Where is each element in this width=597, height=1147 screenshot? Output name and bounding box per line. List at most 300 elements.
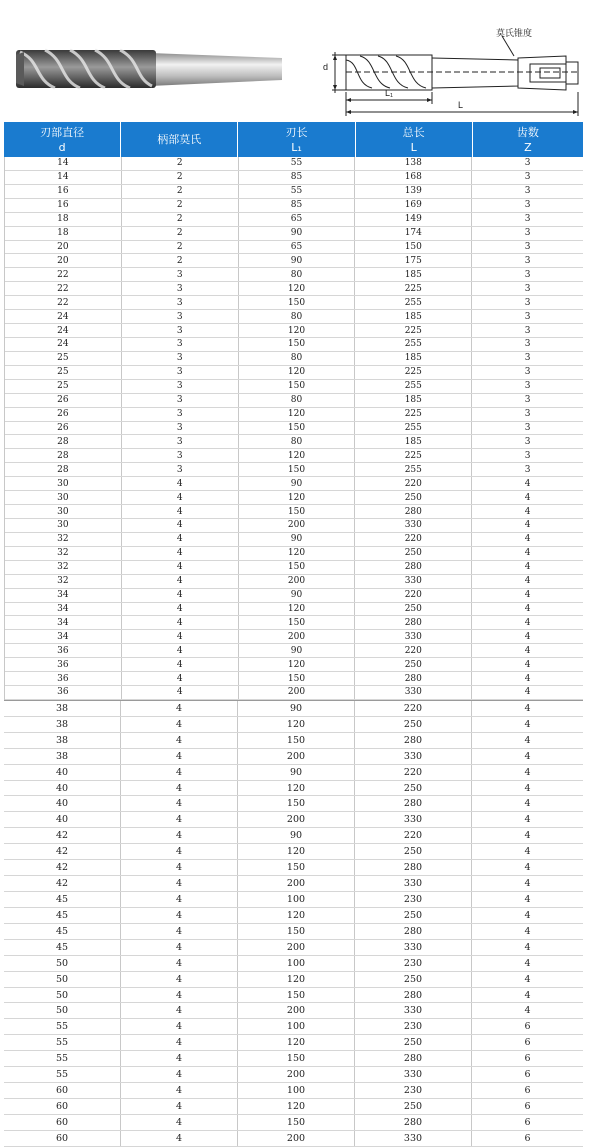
cell-flute-length: 150 [239,296,356,309]
cell-flute-length: 90 [238,828,355,843]
table-row [4,733,583,749]
cell-morse: 4 [122,505,239,518]
cell-total-length: 220 [355,644,472,657]
header-line1: 刃部直径 [40,125,85,139]
cell-morse: 3 [122,380,239,393]
cell-morse: 4 [122,561,239,574]
cell-teeth: 3 [524,241,531,252]
cell-morse: 3 [122,435,239,448]
cell-diameter: 55 [4,1019,121,1034]
cell-flute-length: 120 [238,844,355,859]
cell-total-length: 330 [355,940,472,955]
cell-diameter: 45 [4,940,121,955]
cell-total-length: 220 [355,477,472,490]
cell-teeth: 3 [524,450,531,461]
cell-morse: 4 [122,686,239,699]
table-row [5,672,583,686]
cell-total-length: 280 [355,672,472,685]
table-row [5,338,583,352]
cell-total-length: 250 [355,1035,472,1050]
cell-total-length: 220 [355,765,472,780]
cell-total-length: 225 [355,449,472,462]
table-row [5,282,583,296]
cell-total-length: 169 [355,199,472,212]
cell-teeth: 4 [524,734,531,746]
cell-teeth: 4 [524,617,531,628]
cell-flute-length: 55 [239,157,356,170]
cell-total-length: 138 [355,157,472,170]
cell-flute-length: 80 [239,352,356,365]
cell-morse: 4 [122,491,239,504]
cell-flute-length: 65 [239,241,356,254]
table-row [4,1099,583,1115]
cell-morse: 4 [121,717,238,732]
cell-flute-length: 200 [238,749,355,764]
cell-diameter: 32 [5,575,122,588]
cell-flute-length: 90 [239,227,356,240]
cell-total-length: 330 [355,519,472,532]
cell-total-length: 250 [355,491,472,504]
cell-flute-length: 150 [238,796,355,811]
table-row [5,296,583,310]
header-diameter [4,122,121,157]
cell-teeth: 3 [524,367,531,378]
cell-total-length: 280 [355,733,472,748]
cell-flute-length: 80 [239,394,356,407]
cell-total-length: 280 [355,616,472,629]
cell-diameter: 40 [4,781,121,796]
cell-diameter: 42 [4,860,121,875]
cell-teeth: 4 [524,576,531,587]
cell-teeth: 4 [524,562,531,573]
cell-teeth: 3 [524,339,531,350]
cell-morse: 2 [122,157,239,170]
cell-flute-length: 90 [239,477,356,490]
cell-total-length: 230 [355,1083,472,1098]
cell-morse: 3 [122,449,239,462]
dim-d-label: d [323,62,329,72]
cell-diameter: 30 [5,505,122,518]
table-row [5,199,583,213]
cell-total-length: 250 [355,547,472,560]
cell-total-length: 280 [355,1051,472,1066]
dim-l1-label: L₁ [385,88,394,98]
table-row [4,701,583,717]
header-line1: 刃长 [285,125,308,139]
cell-diameter: 28 [5,449,122,462]
cell-morse: 3 [122,352,239,365]
table-row [4,892,583,908]
cell-diameter: 50 [4,972,121,987]
cell-total-length: 255 [355,338,472,351]
cell-morse: 4 [122,644,239,657]
cell-morse: 4 [121,860,238,875]
cell-morse: 4 [121,972,238,987]
cell-diameter: 32 [5,561,122,574]
cell-morse: 4 [121,892,238,907]
product-figure [0,0,597,122]
cell-flute-length: 100 [238,956,355,971]
header-line2: d [58,140,66,154]
table-row [5,213,583,227]
cell-morse: 4 [121,1051,238,1066]
table-row [5,589,583,603]
cell-flute-length: 200 [238,1067,355,1082]
table-row [5,533,583,547]
cell-morse: 4 [121,1019,238,1034]
cell-diameter: 24 [5,324,122,337]
cell-diameter: 40 [4,796,121,811]
cell-teeth: 3 [524,409,531,420]
cell-morse: 4 [121,924,238,939]
table-row [4,956,583,972]
cell-flute-length: 90 [238,701,355,716]
table-row [5,658,583,672]
cell-diameter: 30 [5,519,122,532]
table-row [4,1131,583,1147]
cell-total-length: 255 [355,463,472,476]
table-row [5,422,583,436]
cell-total-length: 280 [355,988,472,1003]
table-row [4,765,583,781]
cell-morse: 4 [121,956,238,971]
table-row [5,171,583,185]
cell-teeth: 6 [524,1053,531,1065]
cell-total-length: 250 [355,658,472,671]
cell-flute-length: 120 [239,491,356,504]
cell-teeth: 4 [524,659,531,670]
table-row [4,1067,583,1083]
cell-flute-length: 200 [239,575,356,588]
table-row [5,547,583,561]
cell-diameter: 34 [5,630,122,643]
cell-teeth: 6 [524,1085,531,1097]
table-row [4,988,583,1004]
cell-morse: 2 [122,213,239,226]
cell-total-length: 185 [355,394,472,407]
cell-flute-length: 120 [239,324,356,337]
cell-morse: 4 [121,1099,238,1114]
cell-diameter: 16 [5,185,122,198]
cell-morse: 3 [122,394,239,407]
cell-teeth: 3 [524,214,531,225]
cell-teeth: 4 [524,631,531,642]
cell-teeth: 4 [524,909,531,921]
cell-diameter: 34 [5,603,122,616]
cell-teeth: 4 [524,862,531,874]
cell-teeth: 3 [524,395,531,406]
cell-total-length: 330 [355,812,472,827]
cell-total-length: 280 [355,505,472,518]
cell-flute-length: 85 [239,171,356,184]
cell-teeth: 4 [524,492,531,503]
cell-diameter: 45 [4,924,121,939]
cell-teeth: 4 [524,673,531,684]
cell-morse: 4 [121,781,238,796]
cell-diameter: 18 [5,213,122,226]
cell-teeth: 3 [524,311,531,322]
cell-total-length: 330 [355,1131,472,1146]
cell-diameter: 38 [4,701,121,716]
cell-morse: 4 [122,672,239,685]
table-row [4,940,583,956]
header-line1: 总长 [402,125,425,139]
cell-teeth: 4 [524,718,531,730]
cell-morse: 4 [121,1083,238,1098]
cell-teeth: 6 [524,1037,531,1049]
cell-teeth: 4 [524,941,531,953]
cell-total-length: 168 [355,171,472,184]
cell-teeth: 6 [524,1069,531,1081]
cell-total-length: 220 [355,533,472,546]
table-row [5,408,583,422]
cell-diameter: 24 [5,310,122,323]
cell-flute-length: 200 [238,1131,355,1146]
cell-teeth: 6 [524,1100,531,1112]
cell-flute-length: 90 [239,254,356,267]
cell-diameter: 20 [5,254,122,267]
cell-diameter: 60 [4,1115,121,1130]
table-row [4,1083,583,1099]
cell-total-length: 139 [355,185,472,198]
cell-morse: 4 [122,589,239,602]
table-header [4,122,583,157]
table-row [5,561,583,575]
header-line1: 柄部莫氏 [157,133,202,146]
cell-diameter: 28 [5,463,122,476]
cell-morse: 3 [122,296,239,309]
cell-teeth: 4 [524,957,531,969]
table-row [5,519,583,533]
dim-l-label: L [458,100,464,110]
cell-morse: 4 [122,477,239,490]
cell-diameter: 25 [5,380,122,393]
cell-diameter: 14 [5,157,122,170]
header-total-length [356,122,473,157]
cell-diameter: 60 [4,1083,121,1098]
cell-teeth: 4 [524,989,531,1001]
cell-diameter: 32 [5,533,122,546]
table-row [4,1051,583,1067]
cell-flute-length: 150 [238,988,355,1003]
cell-morse: 4 [121,812,238,827]
cell-diameter: 24 [5,338,122,351]
end-mill-photo [0,0,597,122]
table-row [5,575,583,589]
cell-teeth: 4 [524,766,531,778]
cell-flute-length: 120 [239,366,356,379]
table-row [5,310,583,324]
cell-total-length: 174 [355,227,472,240]
cell-teeth: 4 [524,702,531,714]
cell-diameter: 36 [5,644,122,657]
cell-total-length: 330 [355,749,472,764]
table-row [5,505,583,519]
header-line2: L₁ [291,140,302,154]
cell-morse: 4 [121,749,238,764]
cell-flute-length: 200 [238,1003,355,1018]
cell-diameter: 45 [4,892,121,907]
cell-flute-length: 150 [238,733,355,748]
cell-total-length: 175 [355,254,472,267]
cell-total-length: 220 [355,828,472,843]
cell-teeth: 3 [524,255,531,266]
cell-teeth: 3 [524,283,531,294]
cell-flute-length: 120 [238,1099,355,1114]
cell-morse: 4 [122,575,239,588]
table-row [5,185,583,199]
cell-flute-length: 120 [238,717,355,732]
cell-flute-length: 100 [238,1019,355,1034]
table-row [4,844,583,860]
cell-flute-length: 100 [238,892,355,907]
cell-teeth: 4 [524,603,531,614]
cell-teeth: 4 [524,1005,531,1017]
cell-morse: 2 [122,199,239,212]
cell-teeth: 4 [524,520,531,531]
cell-flute-length: 150 [239,463,356,476]
table-row [5,435,583,449]
cell-morse: 4 [121,796,238,811]
cell-diameter: 26 [5,408,122,421]
cell-flute-length: 150 [239,422,356,435]
table-row [4,717,583,733]
cell-flute-length: 120 [238,972,355,987]
cell-total-length: 149 [355,213,472,226]
header-morse [121,122,238,157]
table-row [5,644,583,658]
cell-morse: 4 [121,1035,238,1050]
cell-diameter: 36 [5,672,122,685]
cell-morse: 4 [121,988,238,1003]
cell-total-length: 280 [355,1115,472,1130]
cell-diameter: 34 [5,589,122,602]
table-row [4,749,583,765]
cell-flute-length: 150 [239,380,356,393]
cell-diameter: 60 [4,1131,121,1146]
cell-total-length: 230 [355,1019,472,1034]
cell-morse: 4 [121,908,238,923]
cell-flute-length: 90 [239,533,356,546]
technical-drawing [332,36,580,116]
cell-morse: 4 [121,765,238,780]
table-row [5,463,583,477]
cell-total-length: 150 [355,241,472,254]
cell-flute-length: 120 [239,449,356,462]
cell-total-length: 225 [355,366,472,379]
cell-diameter: 40 [4,812,121,827]
cell-diameter: 38 [4,749,121,764]
spec-table [4,122,583,1147]
cell-total-length: 330 [355,686,472,699]
cell-diameter: 20 [5,241,122,254]
cell-diameter: 42 [4,844,121,859]
cell-total-length: 250 [355,717,472,732]
cell-flute-length: 55 [239,185,356,198]
cell-diameter: 36 [5,686,122,699]
cell-flute-length: 150 [239,616,356,629]
cell-diameter: 25 [5,352,122,365]
cell-diameter: 38 [4,733,121,748]
cell-flute-length: 90 [239,644,356,657]
cell-total-length: 280 [355,561,472,574]
cell-total-length: 255 [355,296,472,309]
table-row [5,157,583,171]
cell-teeth: 4 [524,687,531,698]
cell-flute-length: 80 [239,268,356,281]
cell-morse: 4 [121,1131,238,1146]
cell-flute-length: 90 [239,589,356,602]
table-row [4,908,583,924]
table-body-lower [4,700,583,1147]
cell-diameter: 25 [5,366,122,379]
cell-flute-length: 120 [239,603,356,616]
cell-flute-length: 150 [239,505,356,518]
morse-taper-label: 莫氏锥度 [496,29,533,39]
cell-flute-length: 150 [239,672,356,685]
table-row [4,1035,583,1051]
cell-total-length: 185 [355,352,472,365]
cell-diameter: 28 [5,435,122,448]
cell-teeth: 4 [524,814,531,826]
cell-diameter: 45 [4,908,121,923]
cell-flute-length: 80 [239,435,356,448]
cell-teeth: 4 [524,645,531,656]
cell-morse: 4 [121,1003,238,1018]
cell-teeth: 4 [524,893,531,905]
table-row [5,616,583,630]
cell-flute-length: 120 [239,408,356,421]
cell-teeth: 3 [524,172,531,183]
cell-morse: 4 [121,844,238,859]
cell-morse: 3 [122,408,239,421]
cell-diameter: 50 [4,1003,121,1018]
cell-flute-length: 150 [238,1115,355,1130]
cell-morse: 3 [122,324,239,337]
cell-diameter: 22 [5,296,122,309]
table-row [5,630,583,644]
table-row [4,924,583,940]
cell-total-length: 185 [355,435,472,448]
cell-morse: 4 [122,603,239,616]
header-teeth [473,122,583,157]
cell-teeth: 4 [524,478,531,489]
cell-teeth: 4 [524,506,531,517]
table-row [5,241,583,255]
table-row [4,796,583,812]
cell-diameter: 42 [4,876,121,891]
cell-total-length: 255 [355,380,472,393]
cell-teeth: 3 [524,325,531,336]
cell-diameter: 30 [5,477,122,490]
header-line2: L [410,140,417,154]
cell-diameter: 26 [5,422,122,435]
cell-flute-length: 85 [239,199,356,212]
table-row [4,860,583,876]
cell-total-length: 255 [355,422,472,435]
cell-diameter: 32 [5,547,122,560]
cell-total-length: 250 [355,972,472,987]
cell-total-length: 250 [355,781,472,796]
cell-total-length: 225 [355,282,472,295]
cell-teeth: 4 [524,846,531,858]
cell-flute-length: 150 [238,860,355,875]
cell-diameter: 55 [4,1067,121,1082]
cell-total-length: 220 [355,701,472,716]
cell-morse: 4 [121,940,238,955]
cell-diameter: 50 [4,956,121,971]
cell-morse: 2 [122,227,239,240]
